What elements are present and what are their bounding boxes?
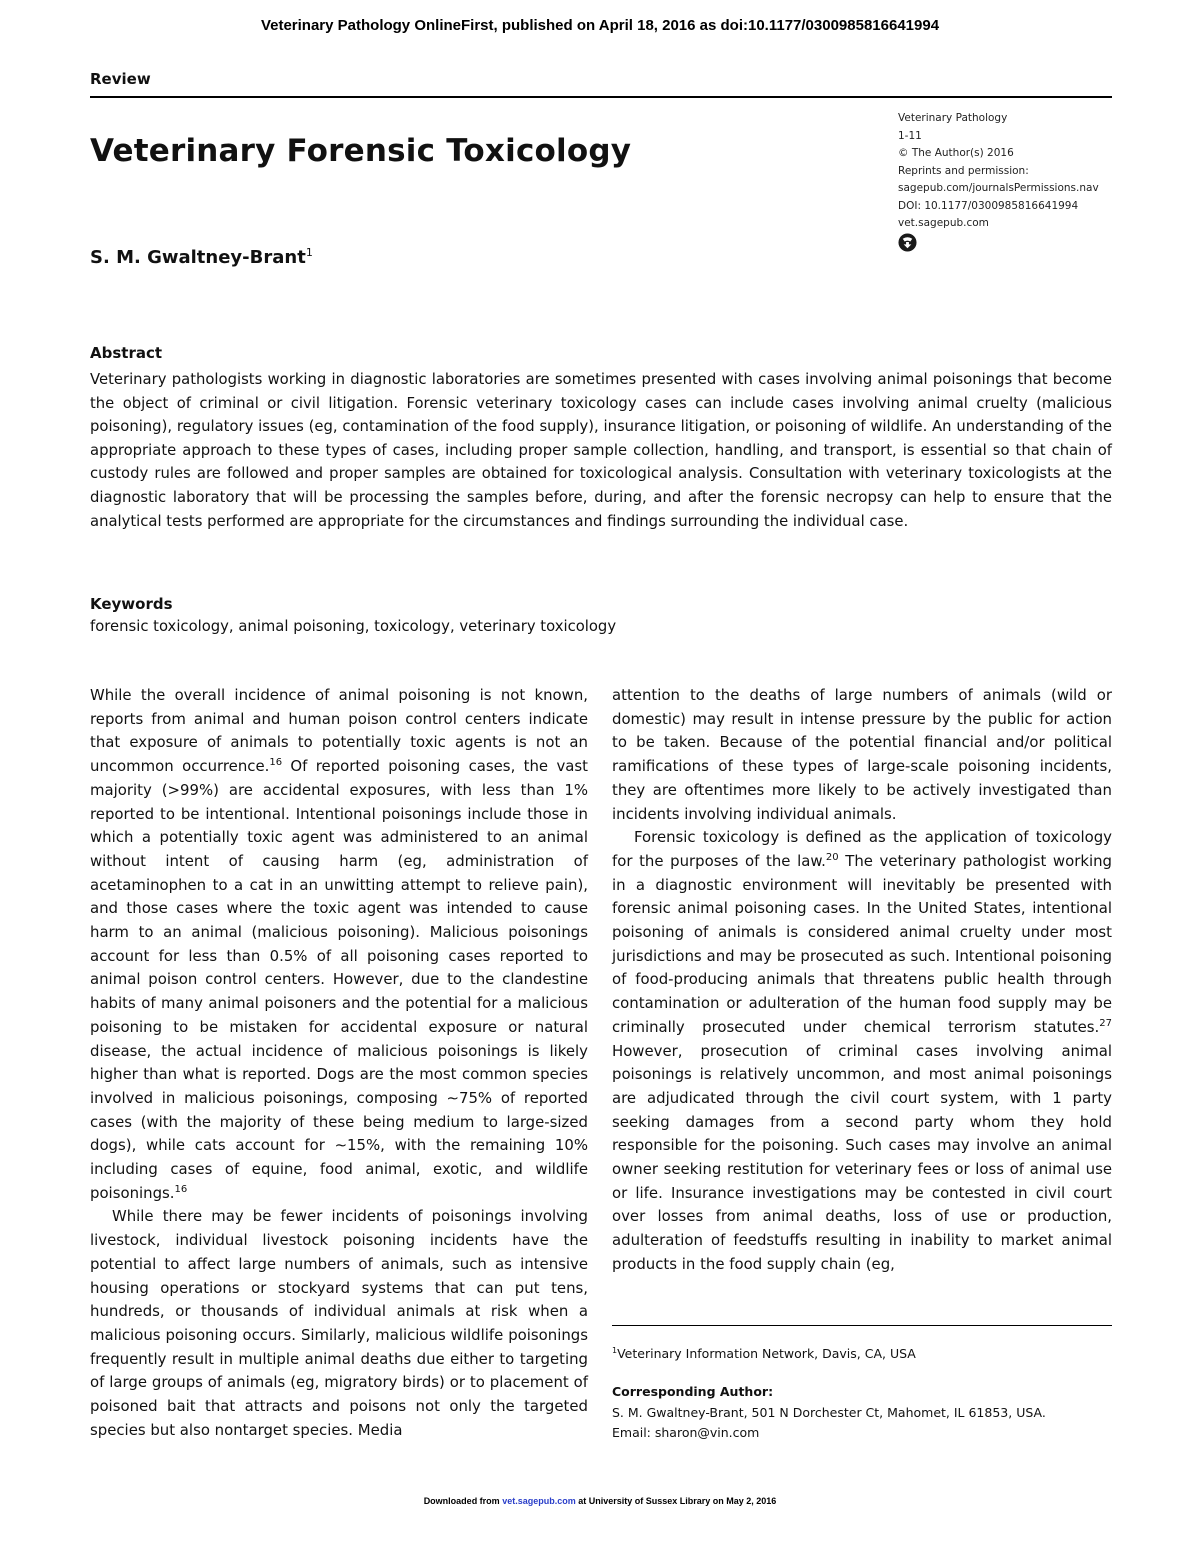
copyright: © The Author(s) 2016 xyxy=(898,147,1014,159)
download-source-link[interactable]: vet.sagepub.com xyxy=(502,1496,576,1506)
body-paragraph: While there may be fewer incidents of poisonings involving livestock, individual livestock poisoning incidents have the potential to affect large numbers of animals, such as intensive housing operations or stockyard systems that can put tens, hundreds, or thousands of individual animals at risk when a malicious poisoning occurs. Similarly, malicious wildlife poisonings frequently result in multiple animal deaths due either to targeting of large groups of animals (eg, migratory birds) or to placement of poisoned bait that attracts and poisons not only the targeted species but also nontarget species. Media xyxy=(90,1207,588,1439)
author-name: S. M. Gwaltney-Brant xyxy=(90,247,306,268)
body-paragraph xyxy=(90,684,588,1205)
body-text: Forensic toxicology is defined as the application of toxicology for the purposes of the law. xyxy=(612,828,1112,870)
footnote-mark: 1 xyxy=(612,1346,618,1355)
body-paragraph xyxy=(612,826,1112,1276)
journal-info-block xyxy=(898,110,1099,233)
footnote-rule xyxy=(612,1325,1112,1326)
body-text: The veterinary pathologist working in a diagnostic environment will inevitably be presented with forensic animal poisoning cases. In the United States, intentional poisoning of animals is considered animal cruelty under most jurisdictions and may be prosecuted as such. Intentional poisoning of food-producing animals that threatens public health through contamination or adulteration of the human food supply may be criminally prosecuted under chemical terrorism statutes. xyxy=(612,851,1112,1036)
page-range: 1-11 xyxy=(898,129,922,142)
doi[interactable]: DOI: 10.1177/0300985816641994 xyxy=(898,199,1079,212)
citation-ref[interactable]: 27 xyxy=(1099,1017,1112,1029)
keywords-text: forensic toxicology, animal poisoning, toxicology, veterinary toxicology xyxy=(90,618,617,635)
page-title: Veterinary Forensic Toxicology xyxy=(90,133,632,169)
affiliation-text: Veterinary Information Network, Davis, CA, USA xyxy=(617,1346,916,1362)
header-rule xyxy=(90,96,1112,98)
citation-ref[interactable]: 16 xyxy=(269,757,283,769)
article-type-label: Review xyxy=(90,70,151,88)
citation-ref[interactable]: 16 xyxy=(174,1183,188,1195)
reprints-label: Reprints and permission: xyxy=(898,164,1029,177)
citation-ref[interactable]: 20 xyxy=(825,851,839,863)
journal-name: Veterinary Pathology xyxy=(898,112,1008,124)
abstract-text: Veterinary pathologists working in diagnostic laboratories are sometimes presented with cases involving animal poisonings that become the object of criminal or civil litigation. Forensic veterinary toxicology cases can include cases involving animal cruelty (malicious poisoning), regulatory issues (eg, contamination of the food supply), insurance litigation, or poisoning of wildlife. An understanding of the appropriate approach to these types of cases, including proper sample collection, handling, and transport, is essential so that chain of custody rules are followed and proper samples are obtained for toxicological analysis. Consultation with veterinary toxicologists at the diagnostic laboratory that will be processing the samples before, during, and after the forensic necropsy can help to ensure that the analytical tests performed are appropriate for the circumstances and findings surrounding the individual case. xyxy=(90,371,1112,530)
body-text: While the overall incidence of animal poisoning is not known, reports from animal and human poison control centers indicate that exposure of animals to potentially toxic agents is not an uncommon occurrence. xyxy=(90,686,588,776)
body-paragraph: attention to the deaths of large numbers of animals (wild or domestic) may result in intense pressure by the public for action to be taken. Because of the potential financial and/or political ramifications of these types of large-scale poisoning incidents, they are oftentimes more likely to be actively investigated than incidents involving individual animals. xyxy=(612,686,1112,823)
download-suffix: at University of Sussex Library on May 2, 2016 xyxy=(575,1496,777,1506)
author-affiliation-mark: 1 xyxy=(305,246,313,259)
body-text: Of reported poisoning cases, the vast majority (>99%) are accidental exposures, with less than 1% reported to be intentional. Intentional poisonings include those in which a potentially toxic agent was administered to an animal without intent of causing harm (eg, administration of acetaminophen to a cat in an unwitting attempt to relieve pain), and those cases where the toxic agent was intended to cause harm to an animal (malicious poisoning). Malicious poisonings account for less than 0.5% of all poisoning cases reported to animal poison control centers. However, due to the clandestine habits of many animal poisoners and the potential for a malicious poisoning to be mistaken for accidental exposure or natural disease, the actual incidence of malicious poisonings is likely higher than what is reported. Dogs are the most common species involved in malicious poisonings, composing ∼75% of reported cases (with the majority of these being medium to large-sized dogs), while cats account for ∼15%, with the remaining 10% including cases of equine, food animal, exotic, and wildlife poisonings. xyxy=(90,757,588,1202)
body-column-left xyxy=(90,684,588,1443)
online-first-banner: Veterinary Pathology OnlineFirst, published on April 18, 2016 as doi:10.1177/0300985816641994 xyxy=(260,17,940,34)
footnote-affiliation xyxy=(612,1346,916,1361)
download-prefix: Downloaded from xyxy=(423,1496,503,1506)
keywords-heading: Keywords xyxy=(90,595,173,613)
journal-site-link[interactable]: vet.sagepub.com xyxy=(898,217,989,229)
corresponding-author-heading: Corresponding Author: xyxy=(612,1384,774,1399)
corresponding-email[interactable]: Email: sharon@vin.com xyxy=(612,1425,760,1440)
body-text: However, prosecution of criminal cases involving animal poisonings is relatively uncommon, and most animal poisonings are adjudicated through the civil court system, with 1 party seeking damages from a second party whom they hold responsible for the poisoning. Such cases may involve an animal owner seeking restitution for veterinary fees or loss of animal use or life. Insurance investigations may be contested in civil court over losses from animal deaths, loss of use or production, adulteration of feedstuffs resulting in inability to market animal products in the food supply chain (eg, xyxy=(612,1041,1112,1273)
download-notice xyxy=(0,1496,1200,1506)
corresponding-address: S. M. Gwaltney-Brant, 501 N Dorchester Ct, Mahomet, IL 61853, USA. xyxy=(612,1405,1046,1420)
author-line xyxy=(90,246,313,268)
abstract-heading: Abstract xyxy=(90,344,163,362)
crossmark-icon[interactable] xyxy=(898,233,917,252)
permissions-link[interactable]: sagepub.com/journalsPermissions.nav xyxy=(898,182,1099,194)
body-column-right xyxy=(612,684,1112,1277)
